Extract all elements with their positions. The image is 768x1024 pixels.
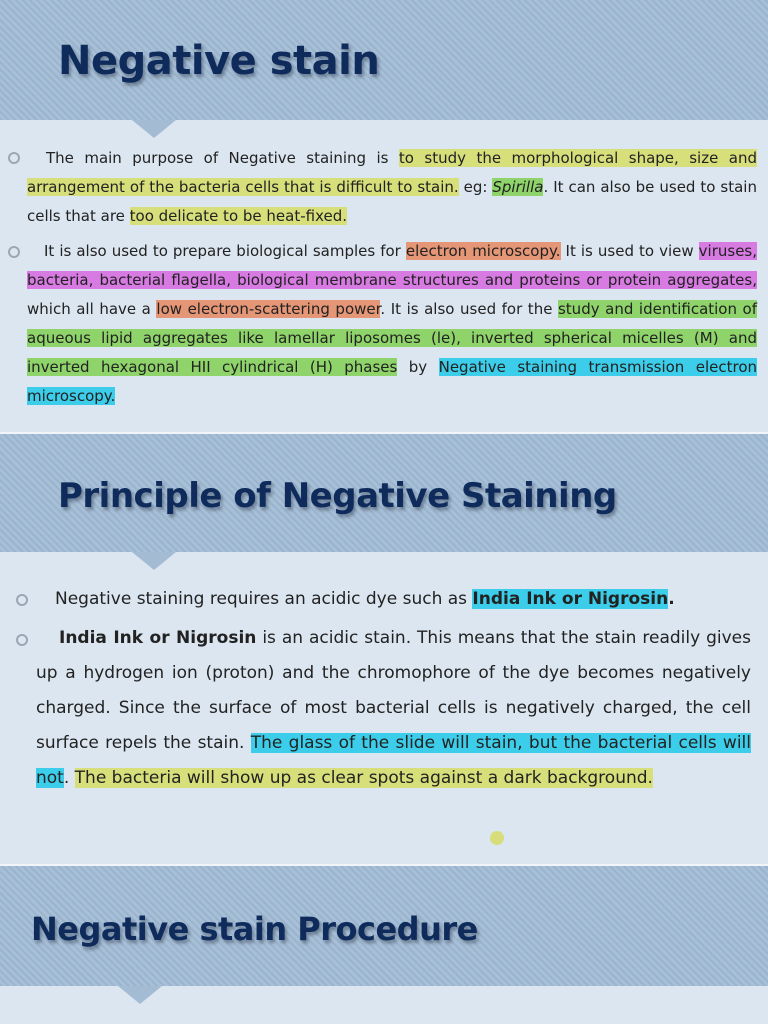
- slide-negative-stain: [0, 0, 768, 432]
- text-span: .: [668, 589, 675, 609]
- highlight-orange: electron microscopy.: [405, 242, 561, 260]
- text-span: . It is also used for the: [380, 300, 558, 318]
- highlight-orange: low electron-scattering power: [156, 300, 381, 318]
- bullet-icon: [16, 634, 28, 646]
- text-span: The main purpose of Negative staining is: [46, 149, 399, 167]
- text-span: . It can also be used to stain cells that are: [27, 178, 757, 225]
- highlight-green: Spirilla: [492, 178, 544, 196]
- bullet-icon: [8, 246, 20, 258]
- slide-principle: [0, 434, 768, 864]
- highlight-yellow: The bacteria will show up as clear spots against a dark background.: [74, 768, 653, 788]
- highlight-green: study and identification of aqueous lipid aggregates like lamellar liposomes (le), inverted spherical micelles (M) and inverted hexagonal HII cylindrical (H) phases: [27, 300, 757, 376]
- text-span: Negative staining requires an acidic dye such as: [55, 589, 473, 609]
- paragraph-mechanism: [36, 621, 751, 796]
- slide-title: Negative stain: [58, 38, 380, 84]
- highlight-yellow: to study the morphological shape, size and arrangement of the bacteria cells that is difficult to stain.: [27, 149, 757, 196]
- text-span: by: [397, 358, 439, 376]
- slide-procedure: [0, 866, 768, 1024]
- slide-title: Negative stain Procedure: [31, 910, 478, 948]
- slide-body: [0, 986, 768, 1024]
- paragraph-acidic-dye: [36, 584, 756, 614]
- text-span: eg:: [458, 178, 493, 196]
- highlight-yellow: too delicate to be heat-fixed.: [129, 207, 348, 225]
- bullet-icon: [16, 594, 28, 606]
- bullet-icon: [8, 152, 20, 164]
- text-span: .: [63, 768, 75, 788]
- decorative-dot: [490, 831, 504, 845]
- text-span: is an acidic stain. This means that the stain readily gives up a hydrogen ion (proton) and the chromophore of the dye becomes negatively charged. Since the surface of most bacterial cells is negatively charged, the cell surface repels the stain.: [36, 628, 751, 753]
- text-span: It is used to view: [560, 242, 699, 260]
- slide-title: Principle of Negative Staining: [58, 476, 617, 516]
- text-span-bold: India Ink or Nigrosin: [59, 628, 257, 648]
- highlight-cyan: India Ink or Nigrosin: [472, 589, 669, 609]
- text-span: which all have a: [27, 300, 157, 318]
- paragraph-purpose: [27, 144, 757, 231]
- highlight-magenta: viruses, bacteria, bacterial flagella, biological membrane structures and proteins or protein aggregates,: [27, 242, 758, 289]
- paragraph-uses: [27, 237, 757, 411]
- highlight-cyan: Negative staining transmission electron microscopy.: [27, 358, 757, 405]
- text-span: It is also used to prepare biological samples for: [44, 242, 406, 260]
- highlight-cyan: The glass of the slide will stain, but the bacterial cells will not: [36, 733, 751, 788]
